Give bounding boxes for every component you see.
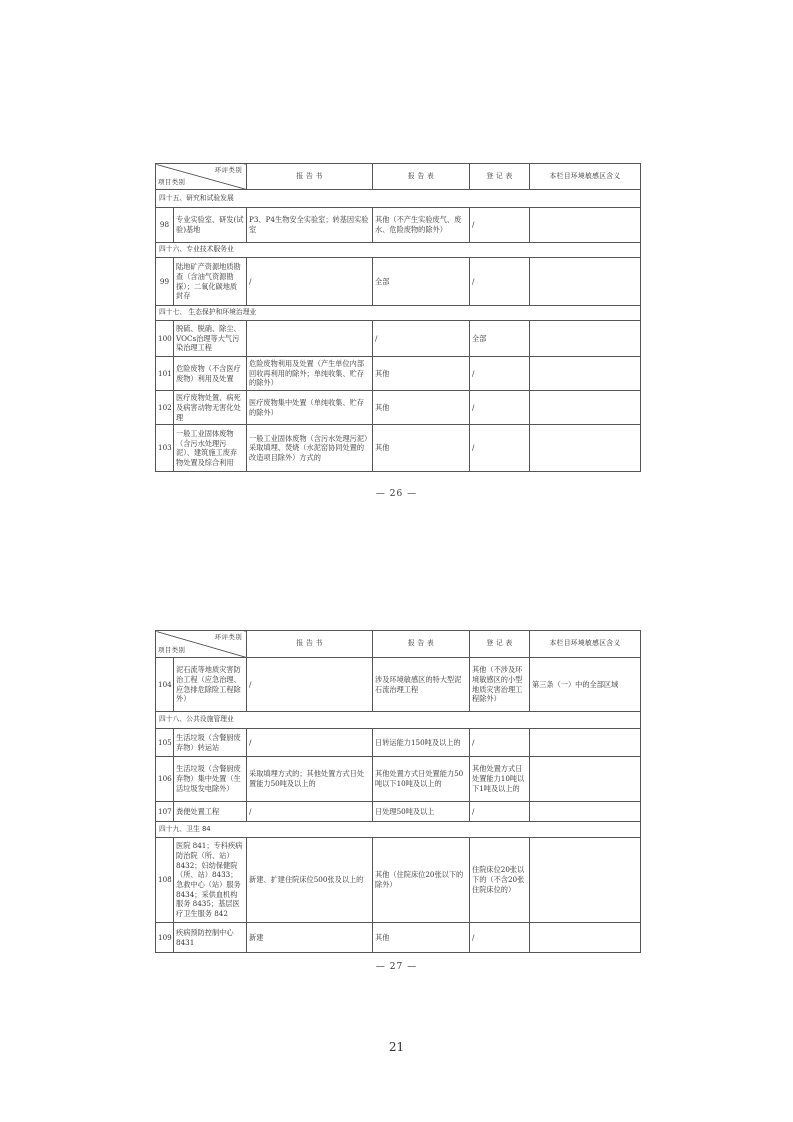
register-cell: /: [470, 208, 530, 243]
report-book-cell: /: [247, 802, 373, 822]
report-book-cell: /: [247, 729, 373, 757]
project-category: 粪便处置工程: [174, 802, 247, 822]
classification-table-page-27: [155, 630, 641, 953]
section-row: [156, 190, 641, 208]
row-number: 98: [156, 208, 174, 243]
report-table-cell: 其他: [373, 425, 470, 472]
project-category: 专业实验室、研发(试验)基地: [174, 208, 247, 243]
register-cell: /: [470, 802, 530, 822]
row-number: 102: [156, 391, 174, 425]
table-row: [156, 425, 641, 472]
project-category: 生活垃圾（含餐厨废弃物）集中处置（生活垃圾发电除外）: [174, 757, 247, 802]
register-cell: 其他（不涉及环境敏感区的小型地质灾害治理工程除外）: [470, 658, 530, 712]
report-table-cell: 涉及环境敏感区的特大型泥石流治理工程: [373, 658, 470, 712]
diag-header-top: 环评类别: [214, 633, 242, 641]
register-cell: /: [470, 923, 530, 953]
report-table-cell: 其他: [373, 391, 470, 425]
report-table-cell: 其他处置方式日处置能力50吨以下10吨及以上的: [373, 757, 470, 802]
sensitive-cell: 第三条（一）中的全部区域: [530, 658, 641, 712]
report-table-cell: 其他: [373, 923, 470, 953]
col-register: 登 记 表: [470, 164, 530, 190]
page-number-26: — 26 —: [375, 489, 418, 499]
row-number: 104: [156, 658, 174, 712]
section-title: 四十九、卫生 84: [156, 822, 641, 838]
sensitive-cell: [530, 757, 641, 802]
col-sensitive: 本栏目环境敏感区含义: [530, 164, 641, 190]
project-category: 陆地矿产资源地质勘查（含油气资源勘探）；二氧化碳地质封存: [174, 258, 247, 306]
report-book-cell: 新建: [247, 923, 373, 953]
table-row: [156, 208, 641, 243]
table-row: [156, 923, 641, 953]
section-row: [156, 822, 641, 838]
sensitive-cell: [530, 321, 641, 357]
project-category: 危险废物（不含医疗废物）利用及处置: [174, 357, 247, 391]
row-number: 100: [156, 321, 174, 357]
project-category: 泥石流等地质灾害防治工程（应急治理、应急排危除险工程除外）: [174, 658, 247, 712]
project-category: 脱硫、脱硝、除尘、VOCs治理等大气污染治理工程: [174, 321, 247, 357]
section-title: 四十六、专业技术服务业: [156, 243, 641, 258]
classification-table-page-26: [155, 163, 641, 472]
table-row: [156, 757, 641, 802]
col-report-book: 报 告 书: [247, 631, 373, 658]
report-book-cell: 采取填埋方式的；其他处置方式日处置能力50吨及以上的: [247, 757, 373, 802]
table-row: [156, 391, 641, 425]
register-cell: /: [470, 357, 530, 391]
report-table-cell: 日处理50吨及以上: [373, 802, 470, 822]
register-cell: /: [470, 391, 530, 425]
project-category: 医疗废物处置、病死及病害动物无害化处理: [174, 391, 247, 425]
row-number: 106: [156, 757, 174, 802]
table-row: [156, 802, 641, 822]
row-number: 105: [156, 729, 174, 757]
col-register: 登 记 表: [470, 631, 530, 658]
register-cell: 全部: [470, 321, 530, 357]
project-category: 一般工业固体废物（含污水处理污泥）、建筑施工废弃物处置及综合利用: [174, 425, 247, 472]
diagonal-header-cell: [156, 631, 247, 658]
section-title: 四十八、公共设施管理业: [156, 712, 641, 729]
register-cell: /: [470, 729, 530, 757]
report-book-cell: 一般工业固体废物（含污水处理污泥）采取填埋、焚烧（水泥窑协同处置的改造项目除外）方式的: [247, 425, 373, 472]
report-table-cell: /: [373, 321, 470, 357]
project-category: 疾病预防控制中心 8431: [174, 923, 247, 953]
table-row: [156, 729, 641, 757]
table-row: [156, 838, 641, 923]
report-book-cell: [247, 321, 373, 357]
register-cell: 住院床位20张以下的（不含20张住院床位的）: [470, 838, 530, 923]
report-table-cell: 全部: [373, 258, 470, 306]
diagonal-header-cell: [156, 164, 247, 190]
sensitive-cell: [530, 729, 641, 757]
sensitive-cell: [530, 357, 641, 391]
section-row: [156, 712, 641, 729]
report-table-cell: 其他（不产生实验废气、废水、危险废物的除外）: [373, 208, 470, 243]
sensitive-cell: [530, 802, 641, 822]
row-number: 108: [156, 838, 174, 923]
row-number: 99: [156, 258, 174, 306]
report-book-cell: 危险废物利用及处置（产生单位内部回收再利用的除外；单纯收集、贮存的除外）: [247, 357, 373, 391]
row-number: 107: [156, 802, 174, 822]
diag-header-top: 环评类别: [214, 166, 242, 174]
row-number: 109: [156, 923, 174, 953]
table-header-row: [156, 631, 641, 658]
table-row: [156, 321, 641, 357]
report-book-cell: /: [247, 258, 373, 306]
register-cell: /: [470, 425, 530, 472]
sensitive-cell: [530, 258, 641, 306]
project-category: 生活垃圾（含餐厨废弃物）转运站: [174, 729, 247, 757]
section-title: 四十七、 生态保护和环境治理业: [156, 306, 641, 321]
col-report-book: 报 告 书: [247, 164, 373, 190]
section-title: 四十五、研究和试验发展: [156, 190, 641, 208]
sensitive-cell: [530, 923, 641, 953]
report-table-cell: 其他（住院床位20张以下的除外）: [373, 838, 470, 923]
table-row: [156, 357, 641, 391]
col-report-table: 报 告 表: [373, 164, 470, 190]
table-row: [156, 658, 641, 712]
report-table-cell: 日转运能力150吨及以上的: [373, 729, 470, 757]
register-cell: 其他处置方式日处置能力10吨以下1吨及以上的: [470, 757, 530, 802]
section-row: [156, 306, 641, 321]
table-header-row: [156, 164, 641, 190]
sensitive-cell: [530, 838, 641, 923]
project-category: 医院 841；专科疾病防治院（所、站）8432；妇幼保健院（所、站）8433；急救中心（站）服务 8434；采供血机构服务 8435；基层医疗卫生服务 842: [174, 838, 247, 923]
sensitive-cell: [530, 391, 641, 425]
diag-header-bottom: 项目类别: [158, 178, 186, 187]
section-row: [156, 243, 641, 258]
report-book-cell: /: [247, 658, 373, 712]
table-row: [156, 258, 641, 306]
col-report-table: 报 告 表: [373, 631, 470, 658]
sensitive-cell: [530, 425, 641, 472]
sensitive-cell: [530, 208, 641, 243]
footer-page-number: 21: [388, 1040, 405, 1054]
row-number: 101: [156, 357, 174, 391]
report-table-cell: 其他: [373, 357, 470, 391]
report-book-cell: 新建、扩建住院床位500张及以上的: [247, 838, 373, 923]
col-sensitive: 本栏目环境敏感区含义: [530, 631, 641, 658]
diag-header-bottom: 项目类别: [158, 646, 186, 655]
page-number-27: — 27 —: [375, 962, 418, 972]
report-book-cell: 医疗废物集中处置（单纯收集、贮存的除外）: [247, 391, 373, 425]
register-cell: /: [470, 258, 530, 306]
row-number: 103: [156, 425, 174, 472]
report-book-cell: P3、P4生物安全实验室；转基因实验室: [247, 208, 373, 243]
